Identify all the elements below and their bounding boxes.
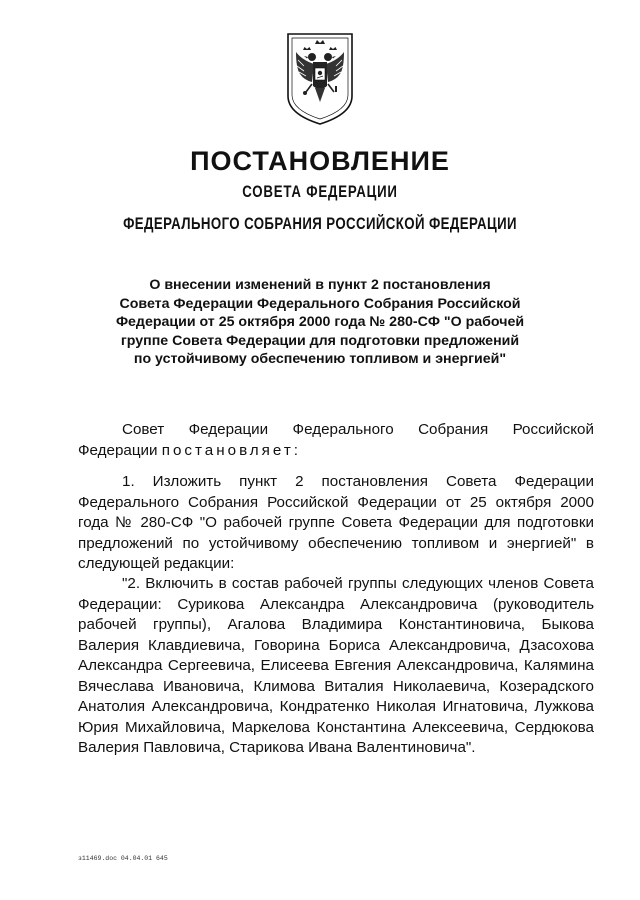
document-footer-code: з11469.doc 04.04.01 645 [78, 855, 168, 862]
heading-line: по устойчивому обеспечению топливом и энергией" [133, 351, 507, 367]
clause-1-paragraph: 1. Изложить пункт 2 постановления Совета Федерации Федерального Собрания Российской Федерации от 25 октября 2000 года № 280-СФ "О рабочей группе Совета Федерации для подготовки предложений по устойчивому обеспечению топливом и энергией" в следующей редакции: [78, 473, 594, 572]
heading-line: Федерации от 25 октября 2000 года № 280-СФ "О рабочей [115, 314, 525, 330]
preamble-text: Совет Федерации Федерального Собрания Российской Федерации [78, 421, 594, 459]
document-title: ПОСТАНОВЛЕНИЕ [190, 146, 450, 176]
heading-line: О внесении изменений в пункт 2 постановления [149, 277, 491, 293]
document-subtitle-line1: СОВЕТА ФЕДЕРАЦИИ [242, 182, 398, 201]
preamble-emphasis: постановляет: [161, 441, 302, 459]
clause-2-paragraph: "2. Включить в состав рабочей группы следующих членов Совета Федерации: Сурикова Александра Александровича (руководитель рабочей группы), Агалова Владимира Константиновича, Быкова Валерия Клавдиевича, Говорина Бориса Александровича, Дзасохова Александра Сергеевича, Елисеева Евгения Александровича, Калямина Вячеслава Ивановича, Климова Виталия Николаевича, Козерадского Анатолия Александровича, Кондратенко Николая Игнатовича, Лужкова Юрия Михайловича, Маркелова Константина Алексеевича, Сердюкова Валерия Павловича, Старикова Ивана Валентиновича". [78, 575, 594, 756]
coat-of-arms-icon [284, 30, 356, 128]
resolution-heading [78, 276, 562, 369]
document-subtitle-line2: ФЕДЕРАЛЬНОГО СОБРАНИЯ РОССИЙСКОЙ ФЕДЕРАЦИИ [123, 214, 517, 233]
heading-line: Совета Федерации Федерального Собрания Российской [119, 295, 521, 312]
preamble-paragraph [78, 420, 594, 461]
heading-line: группе Совета Федерации для подготовки предложений [120, 332, 520, 349]
